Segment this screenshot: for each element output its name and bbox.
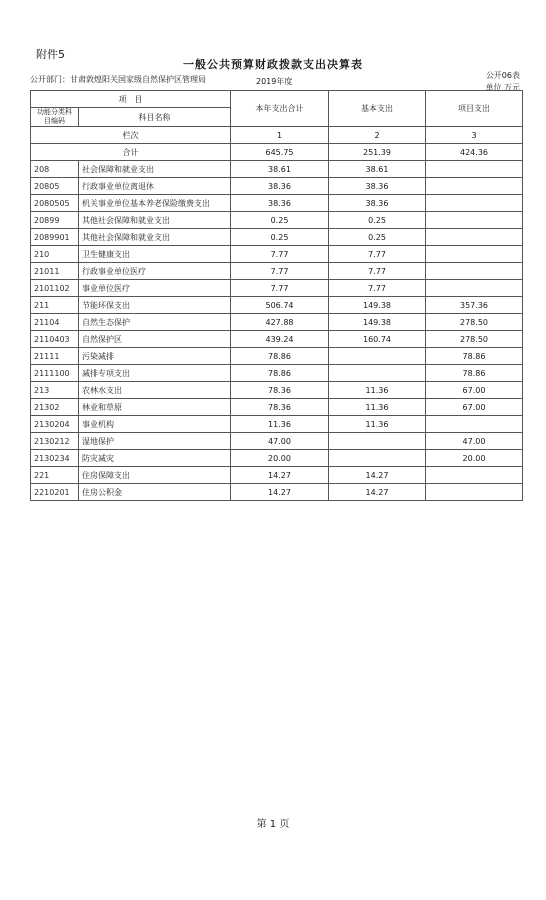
row-basic: 38.36 — [329, 178, 426, 195]
sum-basic: 251.39 — [329, 144, 426, 161]
row-total: 7.77 — [231, 263, 329, 280]
row-basic: 14.27 — [329, 484, 426, 501]
row-code: 2130204 — [31, 416, 79, 433]
row-code: 21011 — [31, 263, 79, 280]
row-basic — [329, 348, 426, 365]
row-code: 2080505 — [31, 195, 79, 212]
row-code: 211 — [31, 297, 79, 314]
row-project — [426, 416, 523, 433]
col-index-1: 1 — [231, 127, 329, 144]
row-basic: 7.77 — [329, 246, 426, 263]
row-basic: 0.25 — [329, 229, 426, 246]
row-project — [426, 263, 523, 280]
sum-total: 645.75 — [231, 144, 329, 161]
row-basic: 38.61 — [329, 161, 426, 178]
row-name: 住房保障支出 — [79, 467, 231, 484]
row-name: 其他社会保障和就业支出 — [79, 212, 231, 229]
item-name-header: 科目名称 — [79, 108, 231, 127]
table-row — [31, 348, 523, 365]
row-basic: 38.36 — [329, 195, 426, 212]
table-row — [31, 280, 523, 297]
row-project — [426, 280, 523, 297]
table-row — [31, 416, 523, 433]
row-code: 2089901 — [31, 229, 79, 246]
expenditure-table — [30, 90, 523, 501]
row-project — [426, 195, 523, 212]
row-basic: 11.36 — [329, 399, 426, 416]
row-total: 427.88 — [231, 314, 329, 331]
row-basic: 160.74 — [329, 331, 426, 348]
row-project: 357.36 — [426, 297, 523, 314]
row-code: 2111100 — [31, 365, 79, 382]
row-total: 0.25 — [231, 212, 329, 229]
header-row-project — [31, 91, 523, 108]
row-name: 减排专项支出 — [79, 365, 231, 382]
report-year: 2019年度 — [256, 77, 293, 86]
row-total: 20.00 — [231, 450, 329, 467]
row-name: 行政事业单位离退休 — [79, 178, 231, 195]
table-row — [31, 467, 523, 484]
table-row — [31, 212, 523, 229]
row-code: 208 — [31, 161, 79, 178]
table-row — [31, 178, 523, 195]
table-row — [31, 314, 523, 331]
project-header: 项 目 — [31, 91, 231, 108]
row-project — [426, 229, 523, 246]
row-project — [426, 178, 523, 195]
row-total: 47.00 — [231, 433, 329, 450]
col-label: 栏次 — [31, 127, 231, 144]
row-basic: 7.77 — [329, 280, 426, 297]
table-row — [31, 365, 523, 382]
row-code: 21302 — [31, 399, 79, 416]
row-name: 林业和草原 — [79, 399, 231, 416]
row-name: 住房公积金 — [79, 484, 231, 501]
table-row — [31, 195, 523, 212]
row-code: 210 — [31, 246, 79, 263]
col-index-2: 2 — [329, 127, 426, 144]
row-name: 湿地保护 — [79, 433, 231, 450]
table-row — [31, 297, 523, 314]
row-total: 506.74 — [231, 297, 329, 314]
row-basic: 149.38 — [329, 297, 426, 314]
row-code: 20899 — [31, 212, 79, 229]
table-row — [31, 450, 523, 467]
row-name: 社会保障和就业支出 — [79, 161, 231, 178]
basic-header: 基本支出 — [329, 91, 426, 127]
row-total: 14.27 — [231, 467, 329, 484]
table-row — [31, 263, 523, 280]
row-total: 78.86 — [231, 365, 329, 382]
table-row — [31, 433, 523, 450]
row-project — [426, 212, 523, 229]
row-total: 0.25 — [231, 229, 329, 246]
column-index-row — [31, 127, 523, 144]
row-basic: 11.36 — [329, 416, 426, 433]
row-code: 2210201 — [31, 484, 79, 501]
unit-label: 单位 万元 — [485, 83, 520, 92]
row-project — [426, 467, 523, 484]
row-project: 278.50 — [426, 331, 523, 348]
row-code: 21111 — [31, 348, 79, 365]
row-basic — [329, 450, 426, 467]
row-project — [426, 161, 523, 178]
row-project: 47.00 — [426, 433, 523, 450]
table-row — [31, 484, 523, 501]
row-code: 2130212 — [31, 433, 79, 450]
table-row — [31, 229, 523, 246]
row-basic: 11.36 — [329, 382, 426, 399]
row-code: 21104 — [31, 314, 79, 331]
row-code: 2101102 — [31, 280, 79, 297]
row-project — [426, 246, 523, 263]
row-total: 7.77 — [231, 246, 329, 263]
sum-project: 424.36 — [426, 144, 523, 161]
row-name: 卫生健康支出 — [79, 246, 231, 263]
row-name: 事业机构 — [79, 416, 231, 433]
org-name: 公开部门：甘肃敦煌阳关国家级自然保护区管理局 — [30, 75, 206, 84]
row-name: 行政事业单位医疗 — [79, 263, 231, 280]
row-name: 自然生态保护 — [79, 314, 231, 331]
row-project: 78.86 — [426, 348, 523, 365]
row-project: 78.86 — [426, 365, 523, 382]
row-total: 38.61 — [231, 161, 329, 178]
row-code: 20805 — [31, 178, 79, 195]
row-total: 38.36 — [231, 195, 329, 212]
page-number: 第 1 页 — [256, 819, 290, 830]
row-total: 14.27 — [231, 484, 329, 501]
row-project: 67.00 — [426, 382, 523, 399]
table-row — [31, 246, 523, 263]
table-row — [31, 331, 523, 348]
row-project: 278.50 — [426, 314, 523, 331]
row-project: 67.00 — [426, 399, 523, 416]
form-code: 公开06表 — [485, 71, 520, 80]
row-total: 7.77 — [231, 280, 329, 297]
report-title: 一般公共预算财政拨款支出决算表 — [183, 58, 363, 71]
project-exp-header: 项目支出 — [426, 91, 523, 127]
row-total: 78.36 — [231, 399, 329, 416]
row-project: 20.00 — [426, 450, 523, 467]
table-row — [31, 399, 523, 416]
func-code-header: 功能分类科目编码 — [31, 108, 79, 127]
sum-row — [31, 144, 523, 161]
sum-label: 合计 — [31, 144, 231, 161]
row-basic — [329, 365, 426, 382]
row-total: 78.36 — [231, 382, 329, 399]
row-basic: 149.38 — [329, 314, 426, 331]
row-code: 213 — [31, 382, 79, 399]
attachment-label: 附件5 — [36, 48, 65, 61]
total-header: 本年支出合计 — [231, 91, 329, 127]
row-total: 439.24 — [231, 331, 329, 348]
row-name: 机关事业单位基本养老保险缴费支出 — [79, 195, 231, 212]
row-name: 防灾减灾 — [79, 450, 231, 467]
row-code: 221 — [31, 467, 79, 484]
row-name: 其他社会保障和就业支出 — [79, 229, 231, 246]
row-total: 11.36 — [231, 416, 329, 433]
row-code: 2130234 — [31, 450, 79, 467]
row-basic: 14.27 — [329, 467, 426, 484]
row-code: 2110403 — [31, 331, 79, 348]
row-name: 事业单位医疗 — [79, 280, 231, 297]
row-name: 自然保护区 — [79, 331, 231, 348]
row-name: 节能环保支出 — [79, 297, 231, 314]
row-basic: 0.25 — [329, 212, 426, 229]
row-name: 农林水支出 — [79, 382, 231, 399]
row-name: 污染减排 — [79, 348, 231, 365]
row-basic — [329, 433, 426, 450]
row-project — [426, 484, 523, 501]
table-row — [31, 161, 523, 178]
row-total: 38.36 — [231, 178, 329, 195]
table-row — [31, 382, 523, 399]
row-total: 78.86 — [231, 348, 329, 365]
col-index-3: 3 — [426, 127, 523, 144]
row-basic: 7.77 — [329, 263, 426, 280]
